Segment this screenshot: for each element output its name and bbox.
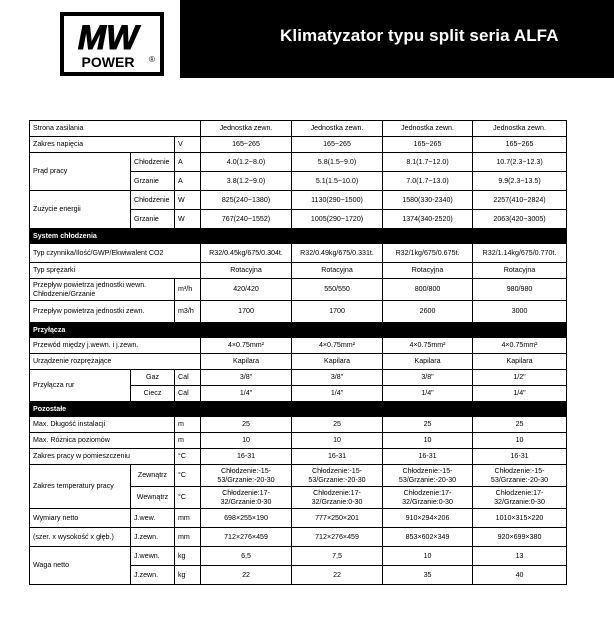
cell-unit: °C bbox=[175, 465, 201, 487]
section-row bbox=[30, 323, 567, 338]
table-row bbox=[30, 263, 567, 279]
cell-value: Jednostka zewn. bbox=[201, 121, 292, 137]
row-label: Zakres napięcia bbox=[30, 137, 175, 153]
row-label: Zakres pracy w pomieszczeniu bbox=[30, 449, 175, 465]
cell-value: 35 bbox=[383, 566, 473, 585]
cell-value: 8.1(1.7~12.0) bbox=[383, 153, 473, 172]
table-row bbox=[30, 528, 567, 547]
cell-value: 9.9(2.3~13.5) bbox=[473, 172, 567, 191]
table-row bbox=[30, 191, 567, 210]
cell-value: 25 bbox=[201, 417, 292, 433]
cell-value: Rotacyjna bbox=[201, 263, 292, 279]
table-row bbox=[30, 244, 567, 263]
mw-power-logo-icon bbox=[64, 16, 160, 72]
table-row bbox=[30, 121, 567, 137]
table-row bbox=[30, 153, 567, 172]
row-label: Waga netto bbox=[30, 547, 131, 585]
table-row bbox=[30, 417, 567, 433]
cell-value: 2257(410~2824) bbox=[473, 191, 567, 210]
row-label: (szer. x wysokość x głęb.) bbox=[30, 528, 131, 547]
cell-value: 825(240~1380) bbox=[201, 191, 292, 210]
section-row bbox=[30, 229, 567, 244]
sub-label: Grzanie bbox=[131, 210, 175, 229]
table-row bbox=[30, 301, 567, 323]
cell-value: 22 bbox=[201, 566, 292, 585]
cell-value: 420/420 bbox=[201, 279, 292, 301]
row-label: Typ sprężarki bbox=[30, 263, 201, 279]
cell-unit: mm bbox=[175, 528, 201, 547]
cell-value: R32/1kg/675/0.675t. bbox=[383, 244, 473, 263]
cell-value: 4×0.75mm² bbox=[292, 338, 383, 354]
cell-unit: W bbox=[175, 210, 201, 229]
row-label: Przepływ powietrza jednostki zewn. bbox=[30, 301, 175, 323]
table-row bbox=[30, 433, 567, 449]
cell-unit: mm bbox=[175, 509, 201, 528]
cell-value: Chłodzenie:17-32/Grzanie:0-30 bbox=[201, 487, 292, 509]
cell-value: 10 bbox=[383, 547, 473, 566]
table-row bbox=[30, 137, 567, 153]
cell-value: Chłodzenie:-15-53/Grzanie:-20-30 bbox=[292, 465, 383, 487]
sub-label: Grzanie bbox=[131, 172, 175, 191]
header bbox=[0, 0, 614, 100]
cell-value: Chłodzenie:17-32/Grzanie:0-30 bbox=[473, 487, 567, 509]
sub-label: J.wew. bbox=[131, 509, 175, 528]
table-row bbox=[30, 354, 567, 370]
cell-unit: m bbox=[175, 417, 201, 433]
cell-value: 1/4" bbox=[473, 386, 567, 402]
cell-value: 5.8(1.5~9.0) bbox=[292, 153, 383, 172]
section-header-connections: Przyłącza bbox=[30, 323, 567, 338]
cell-value: 777×250×201 bbox=[292, 509, 383, 528]
cell-value: 16-31 bbox=[473, 449, 567, 465]
cell-value: R32/1.14kg/675/0.770t. bbox=[473, 244, 567, 263]
cell-value: 800/800 bbox=[383, 279, 473, 301]
sub-label: Gaz bbox=[131, 370, 175, 386]
cell-value: Chłodzenie:-15-53/Grzanie:-20-30 bbox=[473, 465, 567, 487]
cell-value: 910×294×206 bbox=[383, 509, 473, 528]
cell-value: 1/4" bbox=[201, 386, 292, 402]
cell-value: 2600 bbox=[383, 301, 473, 323]
cell-value: 1010×315×220 bbox=[473, 509, 567, 528]
cell-value: Chłodzenie:-15-53/Grzanie:-20-30 bbox=[383, 465, 473, 487]
table-row bbox=[30, 509, 567, 528]
row-label: Typ czynnika/Ilość/GWP/Ekwiwalent CO2 bbox=[30, 244, 201, 263]
cell-value: 5.1(1.5~10.0) bbox=[292, 172, 383, 191]
row-label: Przyłącza rur bbox=[30, 370, 131, 402]
cell-value: 4×0.75mm² bbox=[473, 338, 567, 354]
cell-value: Chłodzenie:17-32/Grzanie:0-30 bbox=[292, 487, 383, 509]
cell-unit: A bbox=[175, 153, 201, 172]
table-row bbox=[30, 449, 567, 465]
row-label: Przewód między j.wewn. i j.zewn. bbox=[30, 338, 201, 354]
sub-label: J.zewn. bbox=[131, 566, 175, 585]
cell-value: 25 bbox=[383, 417, 473, 433]
cell-value: Kapilara bbox=[473, 354, 567, 370]
table-row bbox=[30, 370, 567, 386]
cell-value: 1580(330-2340) bbox=[383, 191, 473, 210]
cell-value: Jednostka zewn. bbox=[292, 121, 383, 137]
cell-value: Jednostka zewn. bbox=[383, 121, 473, 137]
row-label: Max. Różnica poziomów bbox=[30, 433, 175, 449]
logo-text-top: MW bbox=[77, 19, 139, 57]
sub-label: Chłodzenie bbox=[131, 191, 175, 210]
sub-label: Chłodzenie bbox=[131, 153, 175, 172]
cell-value: 25 bbox=[292, 417, 383, 433]
row-label: Max. Długość instalacji bbox=[30, 417, 175, 433]
cell-value: 165~265 bbox=[383, 137, 473, 153]
cell-value: Jednostka zewn. bbox=[473, 121, 567, 137]
row-label: Zużycie energii bbox=[30, 191, 131, 229]
cell-value: 13 bbox=[473, 547, 567, 566]
cell-value: R32/0.45kg/675/0.304t. bbox=[201, 244, 292, 263]
section-row bbox=[30, 402, 567, 417]
cell-value: Kapilara bbox=[201, 354, 292, 370]
cell-unit: kg bbox=[175, 547, 201, 566]
cell-unit: m3/h bbox=[175, 301, 201, 323]
cell-value: Kapilara bbox=[292, 354, 383, 370]
sub-label: J.zewn. bbox=[131, 528, 175, 547]
cell-value: 16-31 bbox=[201, 449, 292, 465]
cell-unit: kg bbox=[175, 566, 201, 585]
cell-unit: W bbox=[175, 191, 201, 210]
cell-value: 7,5 bbox=[292, 547, 383, 566]
cell-value: 1/4" bbox=[292, 386, 383, 402]
row-label: Przepływ powietrza jednostki wewn. Chłodzenie/Grzanie bbox=[30, 279, 175, 301]
cell-value: 7.0(1.7~13.0) bbox=[383, 172, 473, 191]
row-label: Strona zasilania bbox=[30, 121, 201, 137]
cell-value: 550/550 bbox=[292, 279, 383, 301]
cell-value: 25 bbox=[473, 417, 567, 433]
row-label: Zakres temperatury pracy bbox=[30, 465, 131, 509]
cell-value: 16-31 bbox=[383, 449, 473, 465]
cell-value: Rotacyjna bbox=[292, 263, 383, 279]
cell-value: Chłodzenie:-15-53/Grzanie:-20-30 bbox=[201, 465, 292, 487]
mw-power-logo bbox=[60, 12, 164, 76]
cell-value: Rotacyjna bbox=[383, 263, 473, 279]
cell-value: 10.7(2.3~12.3) bbox=[473, 153, 567, 172]
cell-value: 165~265 bbox=[292, 137, 383, 153]
table-row bbox=[30, 465, 567, 487]
cell-value: 853×602×349 bbox=[383, 528, 473, 547]
sub-label: Wewnątrz bbox=[131, 487, 175, 509]
section-header-other: Pozostałe bbox=[30, 402, 567, 417]
logo-registered-mark: ® bbox=[149, 55, 155, 64]
cell-value: 712×276×459 bbox=[201, 528, 292, 547]
cell-value: 1/2" bbox=[473, 370, 567, 386]
cell-value: 3/8" bbox=[292, 370, 383, 386]
cell-value: 10 bbox=[473, 433, 567, 449]
cell-value: 1700 bbox=[201, 301, 292, 323]
cell-unit: m bbox=[175, 433, 201, 449]
table-row bbox=[30, 279, 567, 301]
cell-unit: V bbox=[175, 137, 201, 153]
cell-value: 3/8" bbox=[201, 370, 292, 386]
cell-value: 920×699×380 bbox=[473, 528, 567, 547]
cell-value: 712×276×459 bbox=[292, 528, 383, 547]
cell-value: 165~265 bbox=[473, 137, 567, 153]
cell-value: Chłodzenie:17-32/Grzanie:0-30 bbox=[383, 487, 473, 509]
cell-value: 1700 bbox=[292, 301, 383, 323]
sub-label: J.wewn. bbox=[131, 547, 175, 566]
cell-value: R32/0.49kg/675/0.331t. bbox=[292, 244, 383, 263]
cell-value: 10 bbox=[201, 433, 292, 449]
cell-value: 40 bbox=[473, 566, 567, 585]
cell-value: 10 bbox=[383, 433, 473, 449]
cell-value: 3000 bbox=[473, 301, 567, 323]
cell-value: 4×0.75mm² bbox=[383, 338, 473, 354]
cell-value: 1005(290~1720) bbox=[292, 210, 383, 229]
cell-value: 980/980 bbox=[473, 279, 567, 301]
cell-value: 1130(290~1500) bbox=[292, 191, 383, 210]
cell-value: 165~265 bbox=[201, 137, 292, 153]
cell-value: Rotacyjna bbox=[473, 263, 567, 279]
spec-table bbox=[29, 120, 567, 585]
cell-value: 698×255×190 bbox=[201, 509, 292, 528]
row-label: Urządzenie rozprężające bbox=[30, 354, 201, 370]
cell-value: 10 bbox=[292, 433, 383, 449]
cell-unit: A bbox=[175, 172, 201, 191]
cell-value: 1/4" bbox=[383, 386, 473, 402]
sub-label: Zewnątrz bbox=[131, 465, 175, 487]
table-row bbox=[30, 338, 567, 354]
section-header-cooling-system: System chłodzenia bbox=[30, 229, 567, 244]
logo-text-bottom: POWER bbox=[81, 54, 135, 70]
sub-label: Ciecz bbox=[131, 386, 175, 402]
cell-unit: Cal bbox=[175, 386, 201, 402]
cell-unit: °C bbox=[175, 487, 201, 509]
cell-value: 767(240~1552) bbox=[201, 210, 292, 229]
cell-unit: m³/h bbox=[175, 279, 201, 301]
cell-value: 16-31 bbox=[292, 449, 383, 465]
cell-value: 3/8" bbox=[383, 370, 473, 386]
row-label: Wymiary netto bbox=[30, 509, 131, 528]
cell-value: 4.0(1.2~8.0) bbox=[201, 153, 292, 172]
cell-value: 2063(420~3005) bbox=[473, 210, 567, 229]
cell-value: 3.8(1.2~9.0) bbox=[201, 172, 292, 191]
cell-value: 4×0.75mm² bbox=[201, 338, 292, 354]
page-title: Klimatyzator typu split seria ALFA bbox=[280, 26, 559, 45]
cell-unit: Cal bbox=[175, 370, 201, 386]
cell-value: 22 bbox=[292, 566, 383, 585]
cell-value: Kapilara bbox=[383, 354, 473, 370]
cell-value: 1374(340-2520) bbox=[383, 210, 473, 229]
table-row bbox=[30, 547, 567, 566]
cell-unit: °C bbox=[175, 449, 201, 465]
cell-value: 6,5 bbox=[201, 547, 292, 566]
row-label: Prąd pracy bbox=[30, 153, 131, 191]
